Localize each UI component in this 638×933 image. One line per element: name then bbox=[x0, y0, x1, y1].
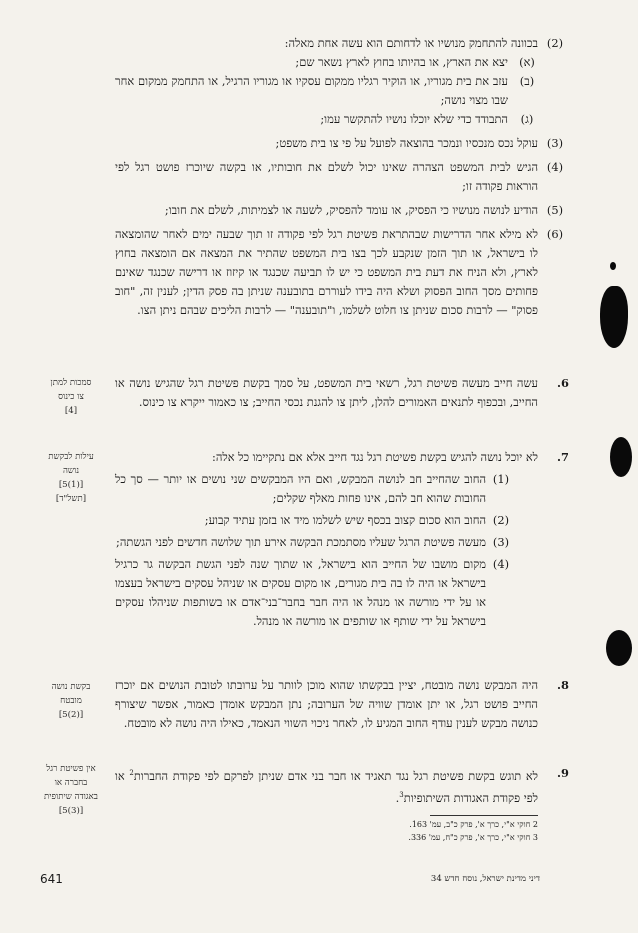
clause-number: (1) bbox=[492, 472, 510, 486]
clause-3 bbox=[115, 134, 564, 153]
clause-7-1 bbox=[115, 470, 510, 508]
ink-blot bbox=[610, 437, 632, 477]
clause-text: הודיע לנושה מנושיו כי הפסיק, או עומד להפסיק, לשעה או לצמיתות, לשלם את חובו; bbox=[164, 203, 538, 217]
footnotes bbox=[360, 818, 538, 844]
ink-blot bbox=[600, 286, 628, 348]
clause-number: (4) bbox=[492, 557, 510, 571]
clause-number: (3) bbox=[492, 535, 510, 549]
clause-text: הגיש לבית המשפט הצהרה שאינו יכול לשלם את חובותיו, או בקשה שיוכרז פושט רגל לפי הוראות פקודה זו; bbox=[115, 160, 538, 193]
clause-7-2 bbox=[115, 511, 510, 530]
footnote-ref[interactable]: 3 bbox=[399, 790, 404, 799]
section-text: לא יוכל נושה להגיש בקשת פשיטת רגל נגד חייב אלא אם נתקיימו כל אלה: bbox=[211, 450, 538, 464]
clause-number: (5) bbox=[546, 203, 564, 217]
clause-text: לא מילא אחר הדרישות שבהתראת פשיטת רגל לפי פקודה זו תוך שבעה ימים לאחר שהומצאה לו בישראל, או תוך הזמן שנקבע לכך בצו בית המשפט שהתיר את המצאה אם הומצאה בחוץ לארץ, ולא הניח את דעת בית המשפט כי יש לו תביעה שכנגד או קיזוז או דרישה שכנגד שאינם פחותים מסך החוב הפסוק ושלא היה בידו לעוררם בתובענה שניתן בה פסק הדין; לענין זה, "חוב פסוק" — לרבות סכום שניתן צו חלוט לשלמו, ו"תובענה" — לרבות הליכים שבהם ניתן הצו. bbox=[115, 227, 538, 317]
clause-text: החוב שהחייב חב לנושה המבקש, ואם היו המבקשים שני נושים או יותר — סך כל החובות שהוא חב להם, אינו פחות מאלף שקלים; bbox=[115, 472, 486, 505]
ink-blot bbox=[610, 262, 616, 270]
clause-number: (2) bbox=[546, 36, 564, 50]
section-number: 8. bbox=[557, 678, 569, 692]
clause-7-4 bbox=[115, 555, 510, 631]
clause-text: עזב את בית מגוריו, או הוקיר רגליו ממקום עסקיו או מגוריו הרגיל, או התחמק ממקום אחר שבו מצוי נושה; bbox=[115, 74, 508, 107]
clause-6 bbox=[115, 225, 564, 320]
section-number: 6. bbox=[557, 376, 569, 390]
clause-text: עוקל נכס מנכסיו ונמכר בהוצאה לפועל על פי צו בית משפט; bbox=[275, 136, 538, 150]
page-number: 641 bbox=[40, 872, 63, 886]
clause-text: החוב הוא סכום קצוב בכסף שיש לשלמו מיד או בזמן עתיד קבוע; bbox=[204, 513, 486, 527]
clause-text: התבודד כדי שלא יוכלו נושיו להתקשר עמו; bbox=[320, 112, 508, 126]
ink-blot bbox=[606, 630, 632, 666]
clause-number: (3) bbox=[546, 136, 564, 150]
clause-number: (6) bbox=[546, 227, 564, 241]
clause-2c bbox=[115, 110, 534, 129]
footnote-divider bbox=[430, 815, 538, 816]
clause-text: יצא את הארץ, או בהיותו בחוץ לארץ נשאר שם; bbox=[295, 55, 508, 69]
footnote-2: 2 חוקי א"י, כרך א', פרק כ"ב, עמ' 163. bbox=[409, 820, 538, 829]
section-text: עשה חייב מעשה פשיטת רגל, רשאי בית המשפט, על סמך בקשת פשיטת רגל שהגיש נושה או החייב, ובכפוף לתנאים האמורים להלן, ליתן צו להגנת נכסי החייב; צו כאמור ייקרא צו כינוס. bbox=[115, 376, 538, 409]
clause-7-3 bbox=[115, 533, 510, 552]
main-text bbox=[115, 34, 564, 320]
clause-text: מעשה פשיטת הרגל שעליו מסתמכת הבקשה אירע תוך שלושה חדשים לפני הגשתה; bbox=[116, 535, 486, 549]
clause-2a bbox=[115, 53, 535, 72]
margin-note-8: בקשת נושה מובטח [(2)5] bbox=[51, 682, 91, 720]
footnote-3: 3 חוקי א"י, כרך א', פרק כ"ח, עמ' 336. bbox=[408, 833, 538, 842]
section-text: היה המבקש נושה מובטח, יציין בבקשתו שהוא מוכן לוותר על ערובתו לטובת הנושים אם יוכרז החייב פושט רגל, או יתן אומדן שוויה של הערובה; נתן המבקש אומדן כאמור, אפשר שיצורף כנושה מבקש לענין עודף החוב המגיע לו, לאחר ניכוי השווי הנאמד, כאילו היה נושה לא מובטח. bbox=[115, 678, 538, 730]
running-title: דיני מדינת ישראל, נוסח חדש 34 bbox=[430, 874, 540, 884]
clause-2 bbox=[115, 34, 564, 53]
clause-4 bbox=[115, 158, 564, 196]
margin-note-9: אין פשיטת רגל בחברה או באגודה שיתופית [(3)5] bbox=[44, 764, 98, 816]
clause-text: בכוונה להתחמק מנושיו או לדחותם הוא עשה אחת מאלה: bbox=[284, 36, 538, 50]
section-text: לא תוגש בקשת פשיטת רגל נגד תאגיד או חבר בני אדם שניתן לפרקם לפי פקודת החברות bbox=[133, 768, 539, 783]
clause-number: (2) bbox=[492, 513, 510, 527]
clause-number: (4) bbox=[546, 160, 564, 174]
section-9: 9. לא תוגש בקשת פשיטת רגל נגד תאגיד או חבר בני אדם שניתן לפרקם לפי פקודת החברות$^2$ או לפי פקודת האגודות השיתופיות$^3$. bbox=[115, 764, 538, 808]
footnote-ref[interactable]: 2 bbox=[129, 769, 134, 777]
clause-text: מקום מושבו של החייב הוא בישראל, או שתוך שנה לפני הגשת הבקשה גר כרגיל בישראל או היה לו בה בית מגורים, או מקום עסקים או שניהל עסקים בישראל בעצמו או על ידי מורשה או מנהל או היה חבר בחבר־בני־אדם או בשותפות שניהלו עסקים בישראל על ידי שותף או שותפים או מורשה או מנהל. bbox=[115, 557, 486, 628]
margin-note-6: סמכות למתן צו כינוס [4] bbox=[50, 378, 92, 416]
section-number: 9. bbox=[557, 766, 569, 780]
section-number: 7. bbox=[557, 450, 569, 464]
clause-5 bbox=[115, 201, 564, 220]
clause-2b bbox=[115, 72, 535, 110]
clause-number: (א) bbox=[519, 55, 535, 69]
clause-number: (ב) bbox=[519, 74, 535, 88]
margin-note-7: עילות לבקשת נושה [(1)5] [תשל"ד] bbox=[48, 452, 94, 504]
section-8 bbox=[115, 676, 569, 733]
section-6 bbox=[115, 374, 569, 412]
section-7 bbox=[115, 448, 569, 631]
clause-number: (ג) bbox=[520, 112, 534, 126]
